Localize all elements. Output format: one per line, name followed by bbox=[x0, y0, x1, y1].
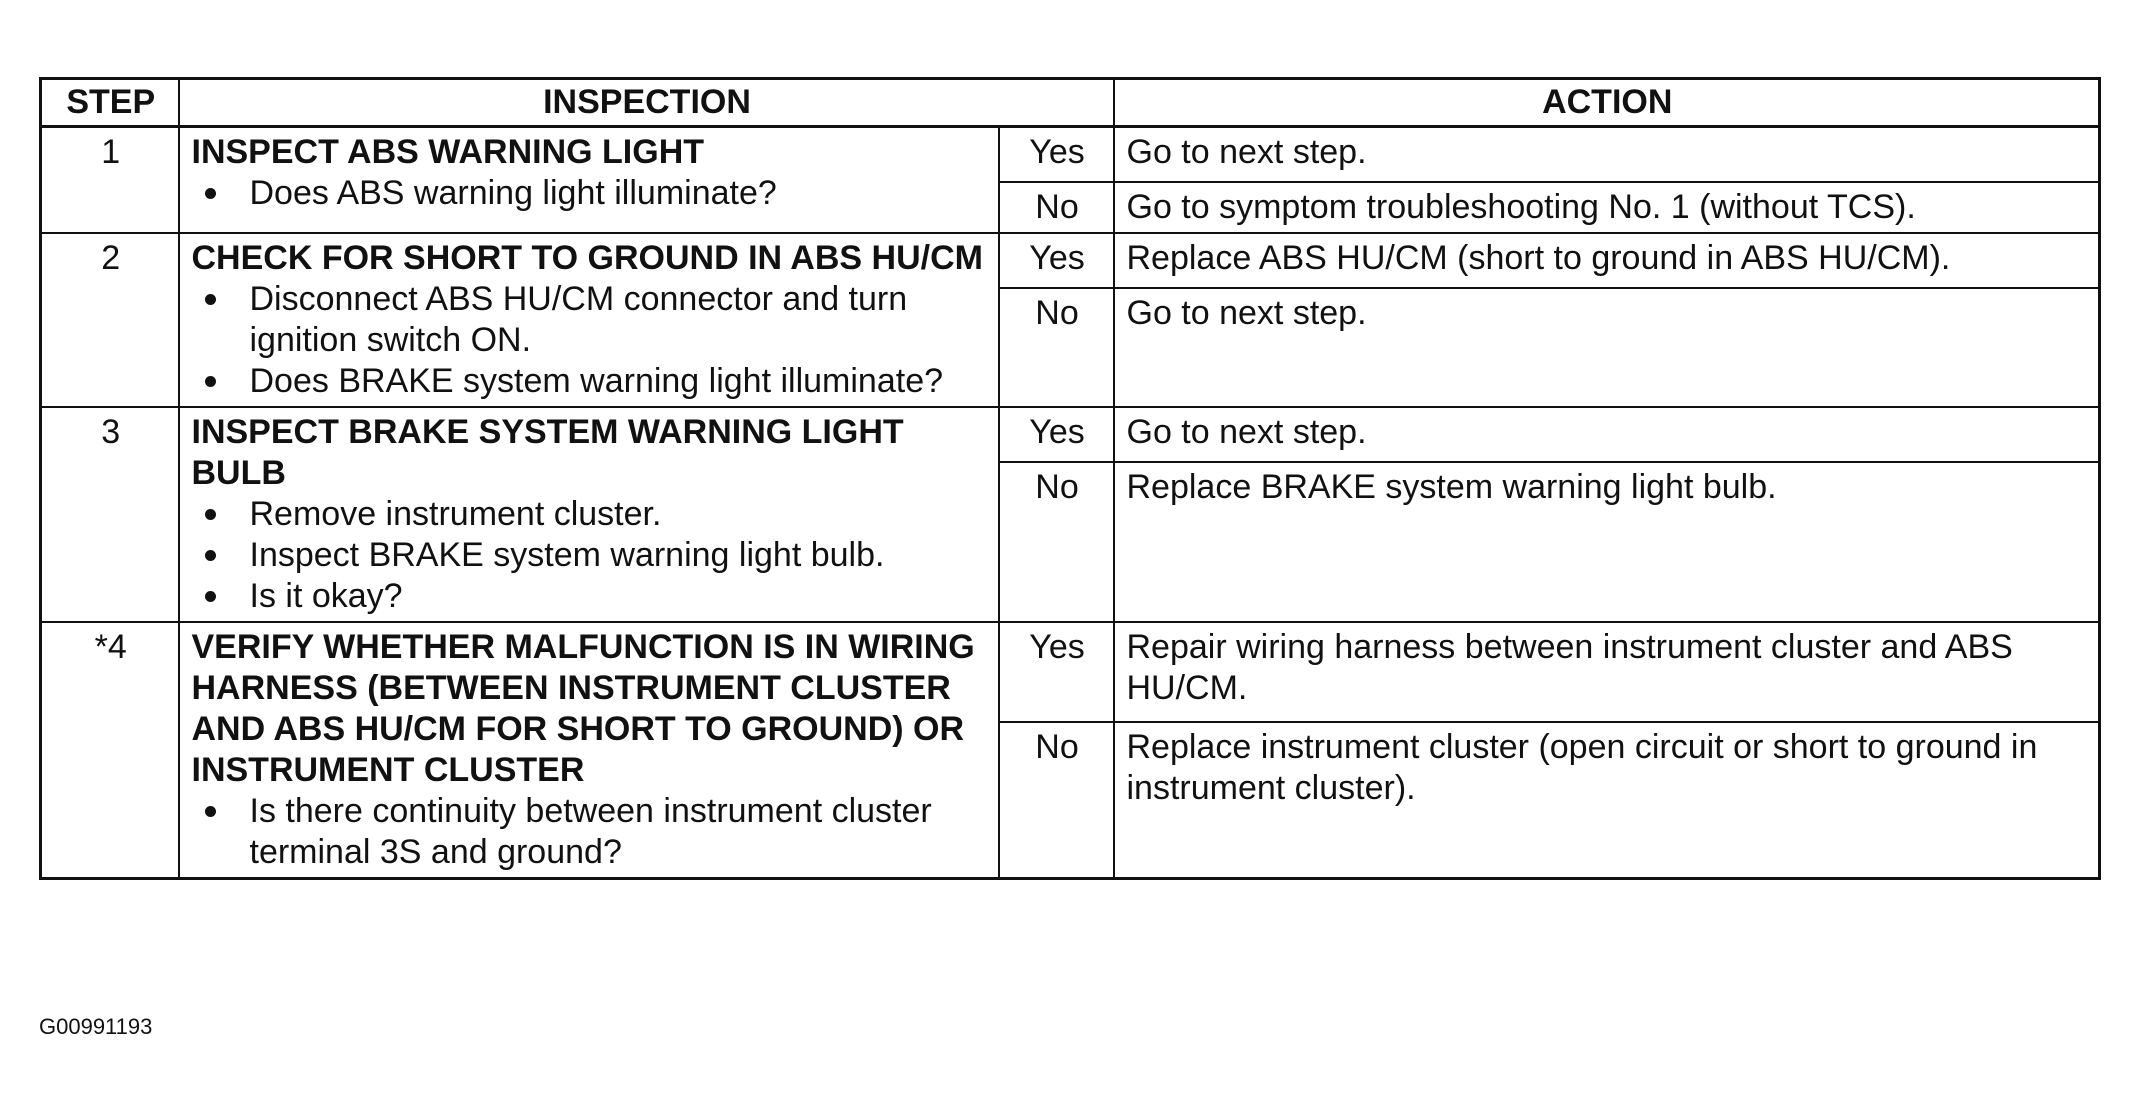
bullet-text: Disconnect ABS HU/CM connector and turn ignition switch ON. bbox=[249, 280, 908, 359]
step-number: 1 bbox=[41, 127, 179, 234]
bullet-icon bbox=[205, 294, 216, 305]
inspection-cell bbox=[179, 127, 999, 234]
step-number: *4 bbox=[41, 622, 179, 879]
bullet-text: Does BRAKE system warning light illuminate? bbox=[249, 362, 944, 400]
bullet-text: Is there continuity between instrument cluster terminal 3S and ground? bbox=[249, 792, 932, 871]
troubleshooting-table bbox=[39, 77, 2101, 880]
list-item bbox=[192, 535, 988, 576]
list-item bbox=[192, 173, 988, 214]
yes-label: Yes bbox=[999, 407, 1114, 462]
bullet-icon bbox=[205, 806, 216, 817]
bullet-text: Inspect BRAKE system warning light bulb. bbox=[249, 536, 885, 574]
inspection-title: INSPECT BRAKE SYSTEM WARNING LIGHT BULB bbox=[191, 413, 904, 492]
inspection-cell bbox=[179, 622, 999, 879]
no-label: No bbox=[999, 182, 1114, 233]
list-item bbox=[192, 279, 988, 361]
step-number: 3 bbox=[41, 407, 179, 622]
inspection-cell bbox=[179, 407, 999, 622]
action-header: ACTION bbox=[1114, 79, 2100, 127]
yes-action: Go to next step. bbox=[1114, 407, 2100, 462]
inspection-header: INSPECTION bbox=[179, 79, 1114, 127]
bullet-icon bbox=[205, 550, 216, 561]
inspection-bullets bbox=[192, 791, 988, 873]
no-action: Go to next step. bbox=[1114, 288, 2100, 407]
bullet-icon bbox=[205, 376, 216, 387]
inspection-title: VERIFY WHETHER MALFUNCTION IS IN WIRING HARNESS (BETWEEN INSTRUMENT CLUSTER AND ABS HU/CM FOR SHORT TO GROUND) OR INSTRUMENT CLUSTER bbox=[191, 628, 975, 789]
list-item bbox=[192, 576, 988, 617]
yes-label: Yes bbox=[999, 622, 1114, 722]
inspection-title: INSPECT ABS WARNING LIGHT bbox=[191, 133, 705, 171]
inspection-title: CHECK FOR SHORT TO GROUND IN ABS HU/CM bbox=[191, 239, 983, 277]
bullet-text: Does ABS warning light illuminate? bbox=[249, 174, 777, 212]
bullet-text: Remove instrument cluster. bbox=[249, 495, 662, 533]
table-row bbox=[41, 622, 2100, 722]
step-number: 2 bbox=[41, 233, 179, 407]
list-item bbox=[192, 361, 988, 402]
yes-label: Yes bbox=[999, 127, 1114, 183]
no-action: Replace BRAKE system warning light bulb. bbox=[1114, 462, 2100, 622]
yes-action: Replace ABS HU/CM (short to ground in ABS HU/CM). bbox=[1114, 233, 2100, 288]
bullet-icon bbox=[205, 591, 216, 602]
table-row bbox=[41, 127, 2100, 183]
figure-code: G00991193 bbox=[39, 1014, 153, 1039]
inspection-bullets bbox=[192, 279, 988, 402]
table-row bbox=[41, 233, 2100, 288]
step-header: STEP bbox=[41, 79, 179, 127]
no-label: No bbox=[999, 462, 1114, 622]
yes-action: Repair wiring harness between instrument cluster and ABS HU/CM. bbox=[1114, 622, 2100, 722]
list-item bbox=[192, 494, 988, 535]
yes-label: Yes bbox=[999, 233, 1114, 288]
bullet-text: Is it okay? bbox=[249, 577, 403, 615]
inspection-bullets bbox=[192, 494, 988, 617]
inspection-bullets bbox=[192, 173, 988, 214]
no-label: No bbox=[999, 288, 1114, 407]
table-row bbox=[41, 407, 2100, 462]
bullet-icon bbox=[205, 188, 216, 199]
inspection-cell bbox=[179, 233, 999, 407]
bullet-icon bbox=[205, 509, 216, 520]
no-label: No bbox=[999, 722, 1114, 879]
list-item bbox=[192, 791, 988, 873]
yes-action: Go to next step. bbox=[1114, 127, 2100, 183]
no-action: Go to symptom troubleshooting No. 1 (without TCS). bbox=[1114, 182, 2100, 233]
no-action: Replace instrument cluster (open circuit or short to ground in instrument cluster). bbox=[1114, 722, 2100, 879]
header-row bbox=[41, 79, 2100, 127]
